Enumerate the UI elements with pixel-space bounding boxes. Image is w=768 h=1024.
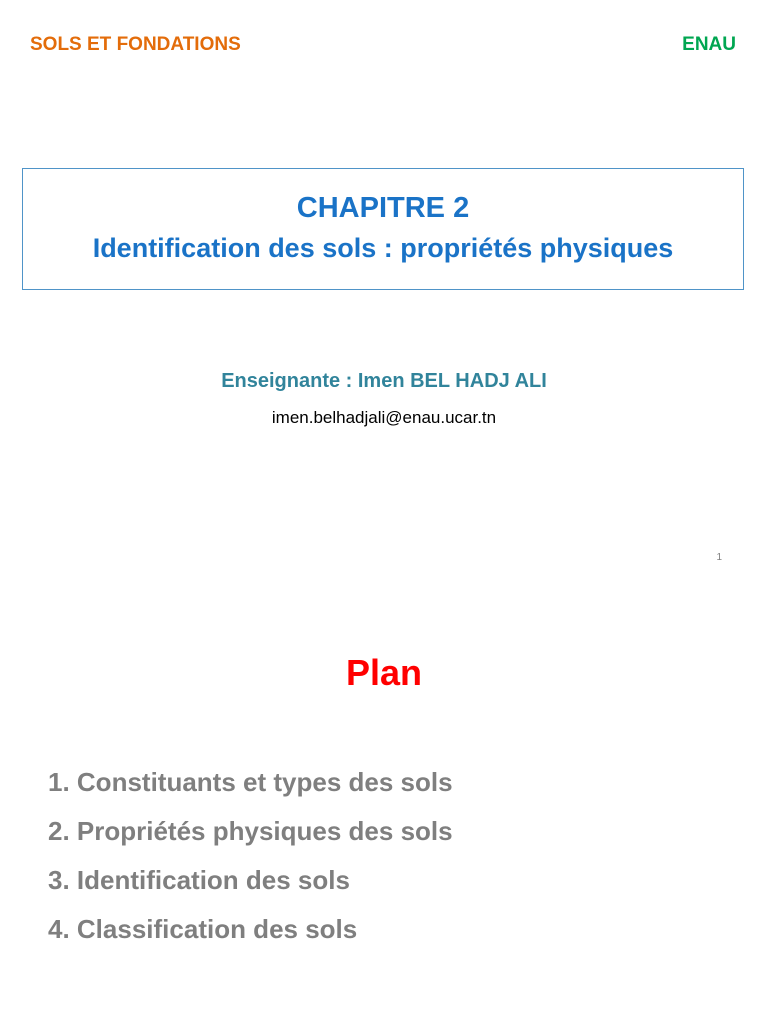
teacher-email: imen.belhadjali@enau.ucar.tn: [271, 408, 497, 427]
chapter-number: CHAPITRE 2: [296, 192, 470, 224]
page-number: 1: [716, 552, 722, 563]
course-title: SOLS ET FONDATIONS: [30, 34, 241, 55]
chapter-title-box: [22, 168, 744, 290]
plan-item: 1. Constituants et types des sols: [48, 767, 453, 797]
chapter-subtitle: Identification des sols : propriétés physiques: [92, 233, 674, 263]
plan-item: 2. Propriétés physiques des sols: [48, 816, 453, 846]
teacher-name: Enseignante : Imen BEL HADJ ALI: [221, 370, 547, 392]
plan-item: 3. Identification des sols: [48, 865, 350, 895]
plan-item: 4. Classification des sols: [48, 914, 358, 944]
plan-title: Plan: [345, 652, 423, 693]
school-name: ENAU: [682, 34, 736, 55]
plan-list: [48, 758, 453, 954]
